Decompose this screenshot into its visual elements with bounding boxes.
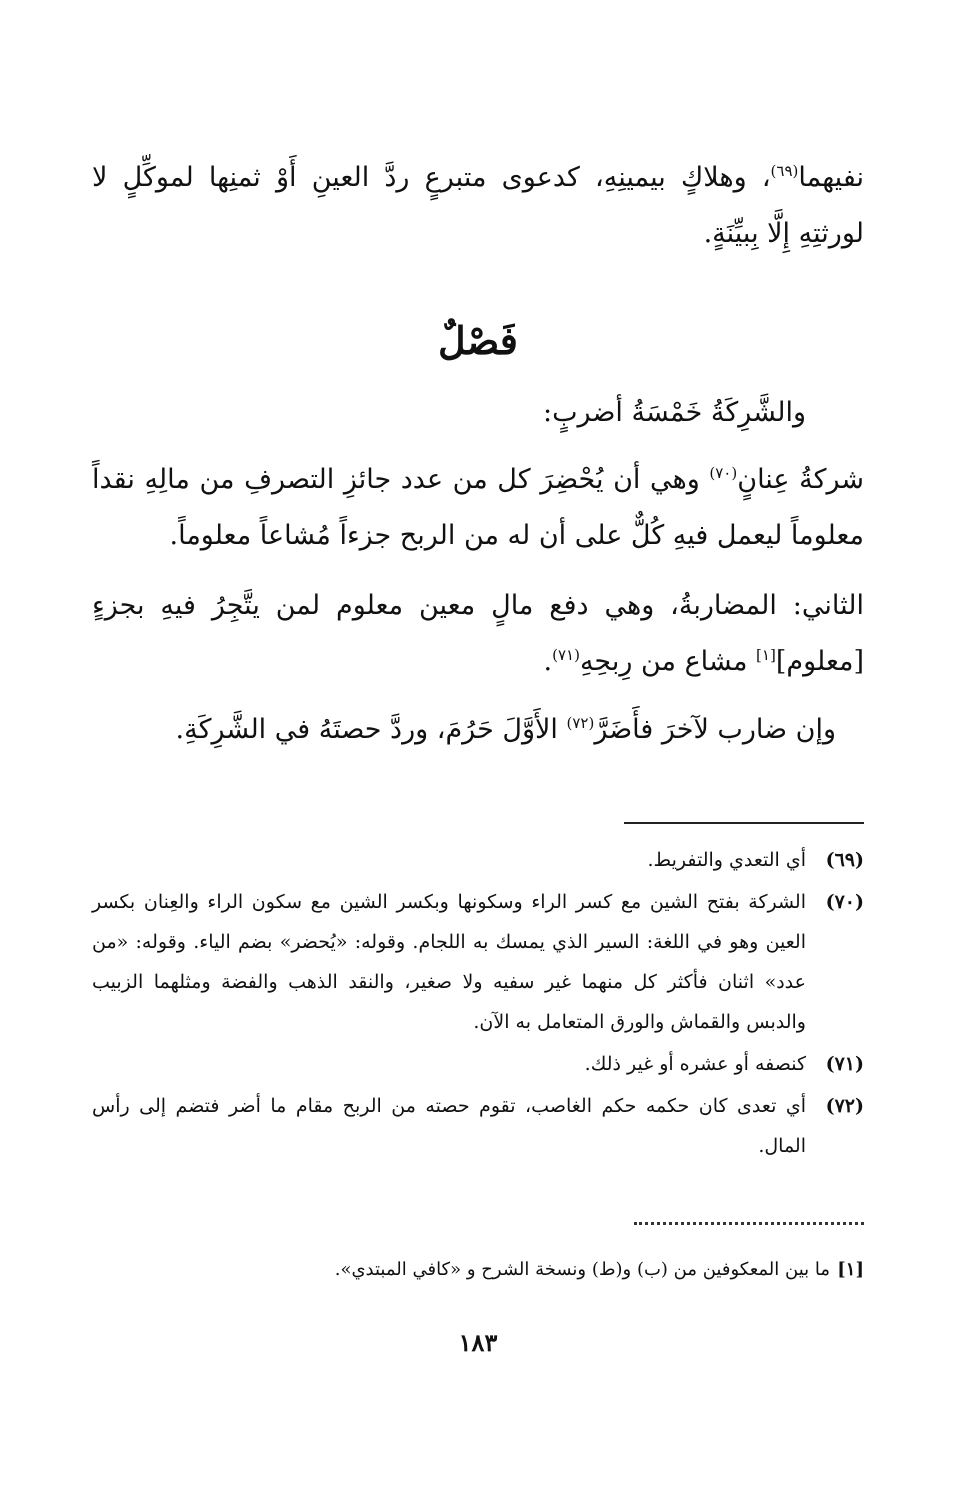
footnotes-section [92,840,864,1168]
footnote-number: (٧٢) [825,1095,864,1117]
paragraph-harm [64,702,836,758]
editor-note-text: ما بين المعكوفين من (ب) و(ط) ونسخة الشرح و «كافي المبتدي». [334,1259,830,1280]
editor-note-divider [634,1222,864,1225]
paragraph-intro: والشَّرِكَةُ خَمْسَةُ أضربٍ: [543,397,806,428]
paragraph-text: الثاني: المضاربةُ، وهي دفع مالٍ معين معلوم لمن يتَّجِرُ فيهِ بجزءٍ [معلوم] [92,590,864,677]
paragraph-text: وهي أن يُحْضِرَ كل من عدد جائزِ التصرفِ من مالِهِ نقداً معلوماً ليعمل فيهِ كُلٌّ على أن له من الربح جزءاً مُشاعاً معلوماً. [92,464,864,551]
footnote-item [92,1044,864,1084]
paragraph-inan-partnership [92,452,864,564]
footnote-text: أي التعدي والتفريط. [647,849,806,871]
paragraph-text: ، وهلاكٍ بيمينِهِ، كدعوى متبرعٍ ردَّ العينِ أَوْ ثمنِها لموكِّلٍ لا لورثتِهِ إِلَّا بِبيِّنَةٍ. [92,162,864,249]
footnote-number: (٧٠) [825,891,864,913]
paragraph-text: نفيهما [798,162,864,193]
section-heading: فَصْلٌ [438,318,518,363]
editor-note-number: [١] [837,1259,864,1280]
footnote-item [92,840,864,880]
paragraph-text: الأَوَّلَ حَرُمَ، وردَّ حصتَهُ في الشَّرِكَةِ. [175,714,567,745]
editor-note-reference[interactable]: [١] [756,646,776,664]
footnote-item [92,1086,864,1166]
paragraph-text: . [543,646,553,677]
footnote-divider [624,822,864,824]
footnote-reference[interactable]: (٧٠) [709,464,738,482]
paragraph-mudaraba [92,578,864,690]
footnote-text: الشركة بفتح الشين مع كسر الراء وسكونها وبكسر الشين مع سكون الراء والعِنان بكسر العين وهو في اللغة: السير الذي يمسك به اللجام. وقوله: «يُحضر» بضم الياء. وقوله: «من عدد» اثنان فأكثر كل منهما غير سفيه ولا صغير، والنقد الذهب والفضة ومثلهما الزبيب والدبس والقماش والورق المتعامل به الآن. [92,891,806,1033]
page-number: ١٨٣ [458,1328,498,1357]
footnote-number: (٧١) [825,1053,864,1075]
editor-note [92,1250,864,1290]
footnote-text: أي تعدى كان حكمه حكم الغاصب، تقوم حصته من الربح مقام ما أضر فتضم إلى رأس المال. [92,1095,806,1157]
footnote-item [92,882,864,1042]
paragraph-text: شركةُ عِنانٍ [737,464,865,495]
footnote-number: (٦٩) [825,849,864,871]
footnote-reference[interactable]: (٦٩) [770,162,799,180]
paragraph-continuation [92,150,864,262]
paragraph-text: وإن ضارب لآخرَ فأَضَرَّ [594,714,836,745]
footnote-reference[interactable]: (٧١) [552,646,580,664]
paragraph-text: مشاع من رِبحِهِ [579,646,757,677]
footnote-reference[interactable]: (٧٢) [566,714,595,732]
footnote-text: كنصفه أو عشره أو غير ذلك. [584,1053,806,1075]
